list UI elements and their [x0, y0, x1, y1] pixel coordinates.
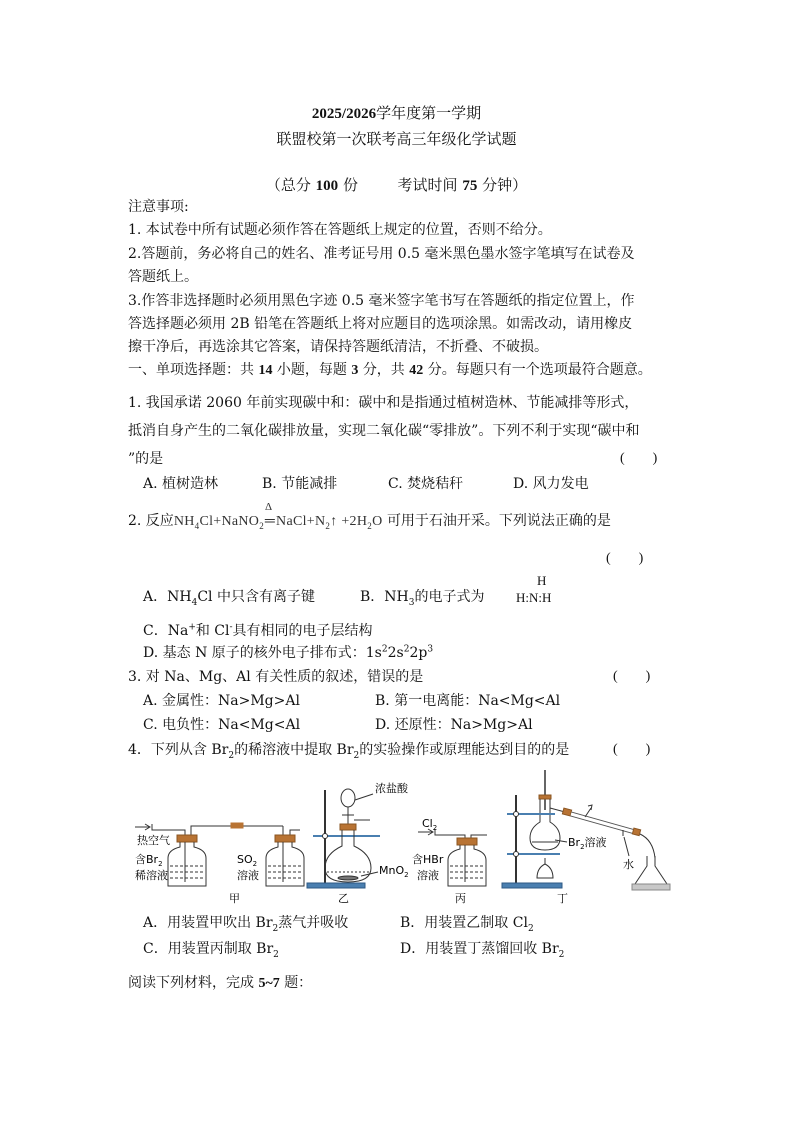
section-count: 14	[258, 363, 273, 378]
opt-text: C．用装置丙制取 Br	[143, 941, 274, 957]
eq-part: NH	[173, 514, 195, 529]
alcohol-lamp	[537, 864, 553, 878]
label-sub: 2	[432, 824, 438, 832]
section-text: 一、单项选择题：共	[128, 362, 254, 378]
label-sub: 2	[404, 871, 409, 879]
opt-sub: 4	[191, 597, 198, 608]
q1-answer-blank[interactable]: ( )	[620, 451, 658, 466]
opt-sub: 2	[273, 949, 279, 960]
label-text: SO	[237, 853, 253, 866]
opt-text: C．Na	[143, 623, 189, 639]
score-value: 100	[315, 178, 339, 194]
q1-option-d[interactable]: D. 风力发电	[513, 476, 589, 492]
label-br2-liquid	[568, 835, 607, 851]
section-total: 42	[409, 363, 424, 378]
label-water: 水	[623, 858, 634, 871]
eq-sub: 2	[367, 520, 373, 531]
opt-text: 2s	[387, 645, 404, 661]
q4-sub: 2	[353, 750, 360, 761]
q2-suffix: 可用于石油开采。下列说法正确的是	[386, 513, 611, 529]
eq-part: +2H	[337, 514, 368, 529]
label-dilute: 稀溶液	[135, 869, 168, 882]
clamp-screw	[323, 834, 328, 839]
conical-flask	[635, 856, 667, 884]
notice-item-3a: 3.作答非选择题时必须用黑色字迹 0.5 毫米签字笔书写在答题纸的指定位置上，作	[128, 293, 635, 309]
exam-title	[0, 104, 793, 123]
eq-part: NaCl+N	[276, 514, 326, 529]
opt-sub: 3	[408, 597, 415, 608]
adapter-stopper	[632, 828, 640, 836]
q2-option-c[interactable]	[143, 622, 373, 640]
reading-text: 阅读下列材料，完成	[128, 975, 254, 991]
q2-answer-blank[interactable]: ( )	[606, 551, 644, 566]
exam-subtitle: 联盟校第一次联考高三年级化学试题	[276, 130, 517, 148]
eq-sub: 4	[194, 520, 200, 531]
opt-text: Cl 中只含有离子键	[197, 589, 315, 605]
q3-answer-blank[interactable]: ( )	[613, 669, 651, 684]
q2-option-b[interactable]	[360, 588, 484, 606]
flask-stopper	[340, 824, 356, 830]
opt-sub: 2	[527, 923, 534, 934]
opt-text: D．用装置丁蒸馏回收 Br	[400, 941, 559, 957]
section-text: 分。每题只有一个选项最符合题意。	[427, 362, 652, 378]
q1-stem-line2: 抵消自身产生的二氧化碳排放量，实现二氧化碳“零排放”。下列不利于实现“碳中和	[128, 423, 640, 439]
eq-sub: 2	[325, 520, 331, 531]
opt-text: 和 Cl	[195, 623, 230, 639]
clamp-screw	[514, 852, 519, 857]
q1-option-c[interactable]: C. 焚烧秸秆	[388, 476, 464, 492]
label-ding: 丁	[557, 892, 568, 905]
q4-option-d[interactable]	[400, 940, 564, 958]
label-so2	[237, 853, 257, 868]
q3-option-d[interactable]: D. 还原性：Na>Mg>Al	[375, 717, 533, 733]
opt-sup: -	[229, 622, 233, 633]
label-cl2	[422, 817, 437, 832]
q4-option-c[interactable]	[143, 940, 279, 958]
label-mno2	[379, 864, 409, 879]
q3-stem: 3. 对 Na、Mg、Al 有关性质的叙述，错误的是	[128, 669, 424, 685]
condenser-inner	[571, 814, 635, 832]
opt-sub: 2	[558, 949, 565, 960]
q2-option-d[interactable]	[143, 644, 433, 662]
adapter	[640, 834, 655, 858]
heat-condition: Δ ═	[264, 501, 276, 529]
opt-sub: 2	[272, 923, 279, 934]
notice-item-1: 1. 本试卷中所有试题必须作答在答题纸上规定的位置，否则不给分。	[128, 222, 552, 238]
label-hot-air: 热空气	[137, 834, 170, 847]
q2-equation	[173, 501, 383, 531]
label-text: Br	[568, 836, 581, 849]
opt-sup: 3	[427, 644, 434, 655]
time-unit: 分钟）	[482, 176, 528, 194]
q1-option-a[interactable]: A. 植树造林	[143, 476, 219, 492]
opt-text: B．用装置乙制取 Cl	[400, 915, 528, 931]
apparatus-ding	[502, 770, 670, 890]
q2-stem	[128, 501, 611, 531]
eq-sub: 2	[259, 520, 265, 531]
label-text: 含Br	[135, 853, 159, 866]
apparatus-figure	[135, 770, 680, 905]
q3-option-b[interactable]: B. 第一电离能：Na<Mg<Al	[375, 693, 561, 709]
q3-option-c[interactable]: C. 电负性：Na<Mg<Al	[143, 717, 301, 733]
label-sub: 2	[580, 843, 585, 851]
opt-sup: 2	[403, 644, 410, 655]
q4-stem	[128, 741, 569, 759]
clamp-screw	[514, 812, 519, 817]
pointer-line	[361, 872, 378, 876]
bottle-right	[266, 842, 304, 886]
mno2-solid	[338, 876, 358, 880]
round-flask	[325, 830, 371, 882]
q1-option-b[interactable]: B. 节能减排	[262, 476, 338, 492]
notice-item-2a: 2.答题前，务必将自己的姓名、准考证号用 0.5 毫米黑色墨水签字笔填写在试卷及	[128, 246, 635, 262]
q2-prefix: 2. 反应	[128, 513, 174, 529]
pointer-line	[355, 794, 373, 800]
lewis-structure: H:N:H	[516, 590, 552, 605]
stand-base	[502, 883, 562, 888]
section-text: 分，共	[362, 362, 405, 378]
eq-part: O	[372, 514, 383, 529]
eq-part: Cl+NaNO	[199, 514, 260, 529]
lab-jack	[632, 884, 670, 890]
title-year: 2025/2026	[311, 106, 377, 122]
q1-stem-line1: 1. 我国承诺 2060 年前实现碳中和：碳中和是指通过植树造林、节能减排等形式，	[128, 395, 639, 411]
title-term: 学年度第一学期	[376, 104, 482, 122]
label-sub: 2	[158, 860, 163, 868]
condenser-stopper	[562, 808, 571, 816]
section-1-header	[128, 361, 652, 380]
label-hbr: 含HBr	[412, 853, 444, 866]
stopper-right	[275, 835, 295, 842]
stopper	[457, 838, 477, 845]
q4-text: 的稀溶液中提取 Br	[234, 742, 354, 758]
stopper-left	[177, 835, 197, 842]
opt-text: D. 基态 N 原子的核外电子排布式：1s	[143, 645, 382, 661]
label-text: MnO	[379, 864, 405, 877]
stand-base	[307, 883, 365, 888]
q2-option-a[interactable]	[143, 588, 315, 606]
notice-item-2b: 答题纸上。	[128, 269, 198, 285]
score-unit: 份	[342, 176, 358, 194]
lewis-top-h: H	[537, 573, 547, 588]
opt-text: 2p	[409, 645, 428, 661]
label-so2-solution: 溶液	[237, 869, 259, 882]
opt-text: 具有相同的电子层结构	[232, 623, 373, 639]
opt-text: 的电子式为	[414, 589, 485, 605]
notice-item-3c: 擦干净后，再选涂其它答案，请保持答题纸清洁，不折叠、不破损。	[128, 339, 548, 355]
q1-stem-line3: ”的是	[128, 451, 164, 467]
exam-meta	[0, 176, 793, 195]
rubber-joint	[231, 823, 243, 828]
q4-option-a[interactable]	[143, 914, 348, 932]
score-prefix: （总分	[265, 176, 311, 194]
reading-text: 题：	[284, 975, 313, 991]
notice-title: 注意事项:	[128, 199, 189, 215]
label-hbr-solution: 溶液	[417, 869, 439, 882]
water-out-tube	[585, 808, 591, 817]
q4-sub: 2	[228, 750, 235, 761]
label-br2-solution	[135, 852, 163, 868]
label-jia: 甲	[229, 892, 240, 905]
q4-text: 4．下列从含 Br	[128, 742, 229, 758]
label-sub: 2	[252, 860, 258, 868]
time-prefix: 考试时间	[397, 176, 458, 194]
section-each: 3	[351, 363, 359, 378]
opt-sup: 2	[381, 644, 388, 655]
opt-sup: +	[188, 622, 196, 633]
delta-symbol: Δ	[265, 501, 273, 513]
flask-stopper	[539, 795, 551, 799]
label-bing: 丙	[455, 892, 466, 905]
label-text: 溶液	[584, 836, 607, 849]
reading-instruction	[128, 974, 312, 993]
section-text: 小题，每题	[276, 362, 347, 378]
opt-text: A．用装置甲吹出 Br	[143, 915, 273, 931]
pointer-line	[624, 837, 629, 856]
opt-text: B．NH	[360, 589, 409, 605]
label-yi: 乙	[338, 892, 349, 905]
notice-item-3b: 答选择题必须用 2B 铅笔在答题纸上将对应题目的选项涂黑。如需改动，请用橡皮	[128, 316, 633, 332]
opt-text: 蒸气并吸收	[278, 915, 349, 931]
q4-option-b[interactable]	[400, 914, 534, 932]
separatory-funnel	[341, 789, 355, 807]
label-text: Cl	[422, 817, 433, 830]
gas-arrow-icon: ↑	[330, 514, 338, 529]
label-conc-hcl: 浓盐酸	[375, 782, 408, 795]
q3-option-a[interactable]: A. 金属性：Na>Mg>Al	[143, 693, 300, 709]
reading-range: 5~7	[258, 976, 280, 991]
bottle-left	[168, 842, 206, 886]
time-value: 75	[462, 178, 478, 194]
apparatus-yi	[307, 789, 380, 888]
opt-text: A．NH	[143, 589, 192, 605]
q4-text: 的实验操作或原理能达到目的的是	[359, 742, 570, 758]
q4-answer-blank[interactable]: ( )	[613, 742, 651, 757]
